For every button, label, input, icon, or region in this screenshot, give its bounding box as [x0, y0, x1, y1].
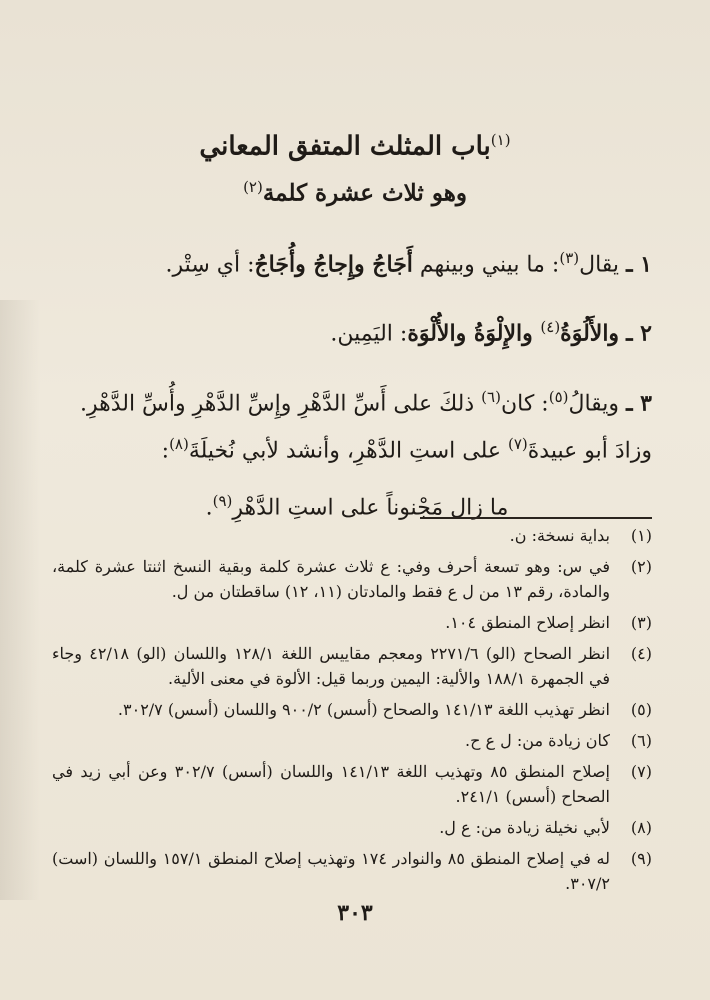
- footnote-number: (٧): [630, 762, 652, 781]
- dictionary-entry: [62, 238, 652, 285]
- footnote-text: انظر تهذيب اللغة ١٤١/١٣ والصحاح (أسس) ٩٠٠/٢ واللسان (أسس) ٣٠٢/٧.: [117, 700, 610, 719]
- footnote: [52, 641, 652, 691]
- entry-text: : أي سِتْر.: [165, 252, 255, 278]
- dictionary-entry: [62, 377, 652, 529]
- footnote-number: (٥): [630, 700, 652, 719]
- footnote: [52, 846, 652, 896]
- entry-text: : ما بيني وبينهم: [412, 252, 560, 278]
- entry-line: [62, 307, 652, 354]
- footnote-number: (١): [630, 526, 652, 545]
- footnote-number: (٦): [630, 731, 652, 750]
- footnote: [52, 728, 652, 753]
- footnote: [52, 815, 652, 840]
- footnote: [52, 697, 652, 722]
- entry-text: ما زال مَجْنوناً على استِ الدَّهْرِ: [232, 495, 509, 521]
- entry-text: : كان: [500, 390, 549, 416]
- footnotes-list: [52, 523, 652, 902]
- entry-number: ٣ ـ: [626, 389, 652, 416]
- footnote-text: له في إصلاح المنطق ٨٥ والنوادر ١٧٤ وتهذيب إصلاح المنطق ١٥٧/١ واللسان (است) ٣٠٧/٢.: [52, 849, 611, 893]
- footnote-marker: (١): [490, 131, 511, 149]
- chapter-subtitle-line: [0, 167, 710, 214]
- footnote: [52, 554, 652, 604]
- footnote-text: لأبي نخيلة زيادة من: ع ل.: [439, 818, 610, 837]
- footnote-number: (٤): [630, 644, 652, 663]
- headword: أَجَاجُ وإِجاجُ وأُجَاجُ: [254, 251, 413, 278]
- footnote: [52, 610, 652, 635]
- entry-number: ٢ ـ: [626, 320, 652, 347]
- entry-line: [62, 377, 652, 424]
- chapter-subtitle: وهو ثلاث عشرة كلمة: [262, 179, 467, 207]
- entry-line: [62, 238, 652, 285]
- footnote-text: كان زيادة من: ل ع ح.: [465, 731, 610, 750]
- footnote-number: (٣): [630, 613, 652, 632]
- dictionary-entry: [62, 307, 652, 354]
- footnote-marker: (٤): [540, 318, 561, 337]
- footnote-marker: (٧): [507, 434, 528, 453]
- footnote-marker: (٥): [548, 387, 569, 406]
- entry-text: :: [161, 438, 170, 464]
- poetry-verse: [62, 481, 652, 528]
- page-number: ٣٠٣: [337, 900, 373, 926]
- footnote-text: انظر الصحاح (الو) ٢٢٧١/٦ ومعجم مقاييس اللغة ١٢٨/١ واللسان (الو) ٤٢/١٨ وجاء في الجمهرة ١٨٨/١ والألية: اليمين وربما قيل: الألوة في معنى الألية.: [52, 644, 611, 688]
- entry-text: ذلكَ على أَسِّ الدَّهْرِ وإِسِّ الدَّهْرِ وأُسِّ الدَّهْرِ.: [79, 390, 482, 416]
- footnote-marker: (٢): [243, 177, 263, 196]
- chapter-title: باب المثلث المتفق المعاني: [199, 131, 491, 162]
- chapter-heading: [0, 120, 710, 213]
- footnote-number: (٩): [630, 849, 652, 868]
- entry-text: وزادَ أبو عبيدةَ: [527, 438, 652, 464]
- entry-continuation: [62, 424, 652, 471]
- footnote-marker: (٨): [169, 434, 189, 453]
- entry-text: ويقالُ: [568, 390, 620, 416]
- footnote-number: (٢): [630, 557, 652, 576]
- footnote-text: بداية نسخة: ن.: [509, 526, 610, 545]
- footnote-divider: [420, 517, 652, 519]
- headword: والأَلُوَةُ: [560, 320, 620, 347]
- footnote-number: (٨): [630, 818, 652, 837]
- footnote-text: إصلاح المنطق ٨٥ وتهذيب اللغة ١٤١/١٣ واللسان (أسس) ٣٠٢/٧ وعن أبي زيد في الصحاح (أسس) ٢٤١/١.: [52, 762, 610, 806]
- footnote-marker: (٣): [559, 249, 580, 267]
- footnote: [52, 759, 652, 809]
- chapter-title-line: [0, 120, 710, 167]
- page-shadow: [0, 300, 40, 900]
- entry-text: : اليَمِين.: [330, 321, 408, 347]
- footnote-text: في س: وهو تسعة أحرف وفي: ع ثلاث عشرة كلمة وبقية النسخ اثنتا عشرة كلمة، والمادة، رقم ١٣ من ل ع فقط والمادتان (١١، ١٢) ساقطتان من ل.: [52, 557, 610, 601]
- entry-number: ١ ـ: [626, 251, 652, 278]
- entries-list: [62, 238, 652, 549]
- footnote-marker: (٩): [212, 492, 233, 511]
- entry-text: .: [205, 495, 213, 521]
- entry-text: يقال: [579, 252, 620, 278]
- footnote-text: انظر إصلاح المنطق ١٠٤.: [445, 613, 610, 632]
- footnote: [52, 523, 652, 548]
- headword: والإِلْوَةُ والأُلْوَة: [407, 320, 541, 347]
- footnote-marker: (٦): [481, 387, 501, 406]
- entry-text: على استِ الدَّهْرِ، وأنشد لأبي نُخيلَةَ: [188, 438, 508, 464]
